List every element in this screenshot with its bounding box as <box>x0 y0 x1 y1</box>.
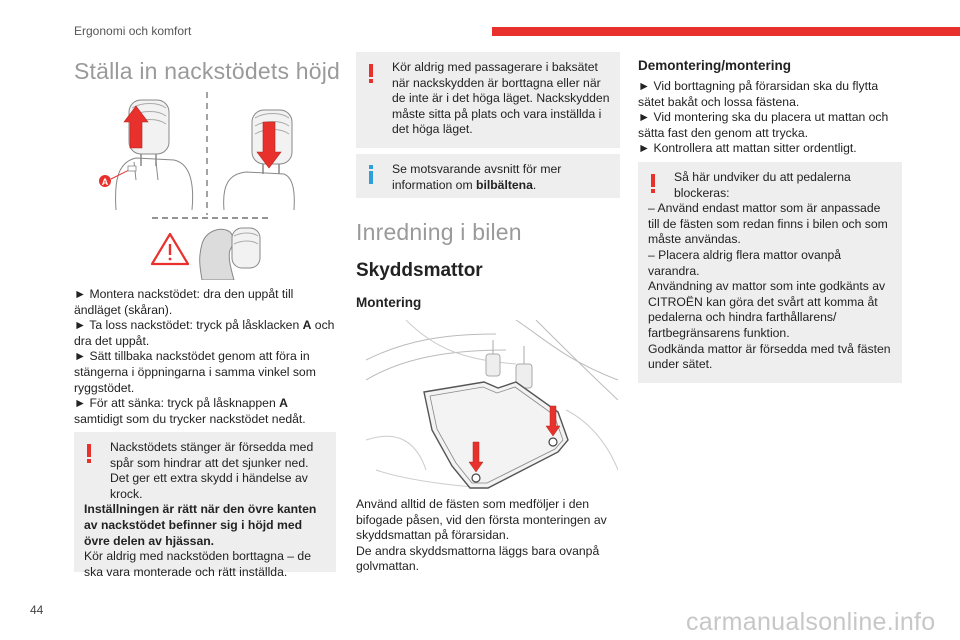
headrest-instructions <box>74 287 340 427</box>
mounting-text <box>356 497 620 575</box>
mounting-text-2: De andra skyddsmattorna läggs bara ovanpå golvmattan. <box>356 543 600 574</box>
warning-text-2: Kör aldrig med nackstöden borttagna – de ska vara monterade och rätt inställda. <box>84 549 311 579</box>
pedal-warning-line-2: – Använd endast mattor som är anpassade till de fästen som redan finns i bilen och som måste användas. <box>648 201 888 247</box>
watermark: carmanualsonline.info <box>686 608 936 636</box>
removal-steps <box>638 79 900 157</box>
section-title: Ergonomi och komfort <box>74 24 192 38</box>
pedal-warning-box <box>638 162 902 383</box>
removal-step-3: ► Kontrollera att mattan sitter ordentligt. <box>638 141 857 156</box>
instruction-1: ► Montera nackstödet: dra den uppåt till ändläget (skåran). <box>74 287 294 317</box>
mounting-heading: Montering <box>356 295 422 310</box>
callout-a-label: A <box>101 177 109 187</box>
interior-heading: Inredning i bilen <box>356 219 522 245</box>
page-number: 44 <box>30 603 44 617</box>
info-icon <box>364 165 378 185</box>
passenger-warning-text: Kör aldrig med passagerare i baksätet när nackskydden är borttagna eller när de inte är i det höga läget. Nackskydden måste sitta på plats och vara inställda i det höga läget. <box>392 60 610 137</box>
pedal-warning-line-5: Godkända mattor är försedda med två fästen under sätet. <box>648 341 891 372</box>
instruction-2: ► Ta loss nackstödet: tryck på låsklacken A och dra det uppåt. <box>74 318 335 348</box>
passenger-warning-box <box>356 52 620 148</box>
instruction-4: ► För att sänka: tryck på låsknappen A samtidigt som du trycker nackstödet nedåt. <box>74 396 306 426</box>
warning-exclamation-icon <box>646 174 660 194</box>
seatbelt-info-text: Se motsvarande avsnitt för mer information om bilbältena. <box>392 162 562 192</box>
mounting-text-1: Använd alltid de fästen som medföljer i den bifogade påsen, vid den första monteringen av skyddsmattan på förarsidan. <box>356 497 607 543</box>
warning-text-bold: Inställningen är rätt när den övre kanten av nackstödet befinner sig i höjd med övre delen av hjässan. <box>84 502 317 548</box>
pedal-warning-line-1: Så här undviker du att pedalerna blockeras: <box>674 170 851 200</box>
removal-step-1: ► Vid borttagning på förarsidan ska du flytta sätet bakåt och lossa fästena. <box>638 79 879 109</box>
instruction-3: ► Sätt tillbaka nackstödet genom att föra in stängerna i öppningarna i samma vinkel som ryggstödet. <box>74 349 316 395</box>
removal-step-2: ► Vid montering ska du placera ut mattan och sätta fast den genom att trycka. <box>638 110 889 140</box>
pedal-warning-line-3: – Placera aldrig flera mattor ovanpå varandra. <box>648 247 842 278</box>
headrest-warning-box <box>74 432 336 579</box>
seatbelt-info-box <box>356 154 620 198</box>
headrest-heading: Ställa in nackstödets höjd <box>74 58 341 84</box>
pedal-warning-line-4: Användning av mattor som inte godkänts av CITROËN kan göra det svårt att komma åt pedalerna och hindra farthållarens/ fartbegränsarens funktion. <box>648 279 886 340</box>
warning-exclamation-icon <box>364 64 378 84</box>
header-accent-bar <box>492 27 960 36</box>
floor-mat-illustration <box>366 320 618 490</box>
mats-heading: Skyddsmattor <box>356 260 483 281</box>
warning-exclamation-icon <box>82 444 96 464</box>
removal-heading: Demontering/montering <box>638 58 792 73</box>
warning-text-1: Nackstödets stänger är försedda med spår som hindrar att det sjunker ned. Det ger ett extra skydd i händelse av krock. <box>110 440 314 501</box>
headrest-illustration <box>96 90 296 215</box>
headrest-warning-illustration <box>150 214 270 280</box>
